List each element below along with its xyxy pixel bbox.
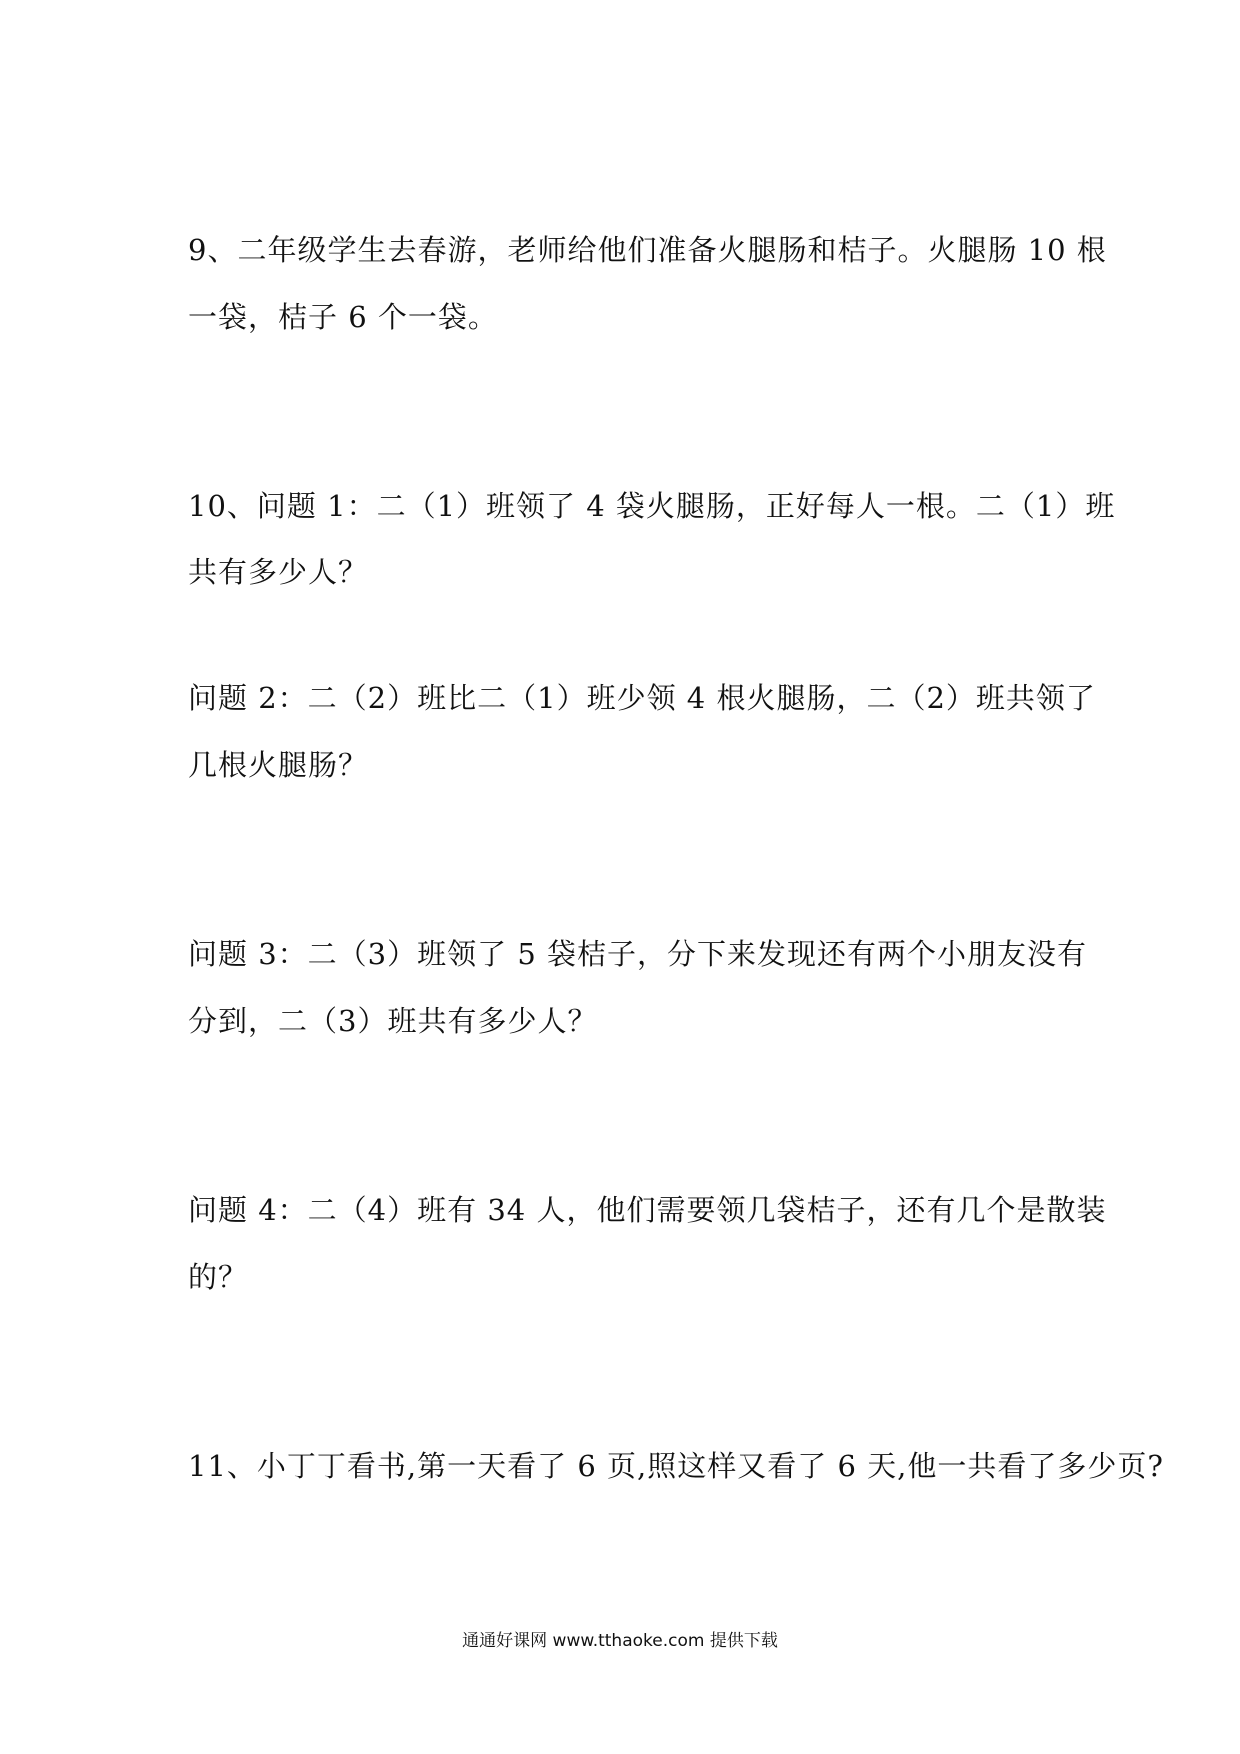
question-9-line-2: 一袋，桔子 6 个一袋。 [188, 300, 498, 334]
question-10-part-2-line-1: 问题 2：二（2）班比二（1）班少领 4 根火腿肠，二（2）班共领了 [188, 681, 1096, 715]
question-10-part-4-line-1: 问题 4：二（4）班有 34 人，他们需要领几袋桔子，还有几个是散装 [188, 1193, 1107, 1227]
question-10-part-2-line-2: 几根火腿肠？ [188, 748, 369, 782]
question-10-part-1-line-2: 共有多少人？ [188, 555, 369, 589]
question-11-line-1: 11、小丁丁看书,第一天看了 6 页,照这样又看了 6 天,他一共看了多少页? [188, 1449, 1164, 1483]
footer-credit: 通通好课网 www.tthaoke.com 提供下载 [462, 1631, 778, 1651]
question-10-part-4-line-2: 的？ [188, 1260, 249, 1294]
question-9-line-1: 9、二年级学生去春游，老师给他们准备火腿肠和桔子。火腿肠 10 根 [188, 233, 1107, 267]
question-10-part-3-line-1: 问题 3：二（3）班领了 5 袋桔子，分下来发现还有两个小朋友没有 [188, 937, 1088, 971]
question-10-part-3-line-2: 分到，二（3）班共有多少人？ [188, 1004, 598, 1038]
question-10-part-1-line-1: 10、问题 1：二（1）班领了 4 袋火腿肠，正好每人一根。二（1）班 [188, 489, 1116, 523]
